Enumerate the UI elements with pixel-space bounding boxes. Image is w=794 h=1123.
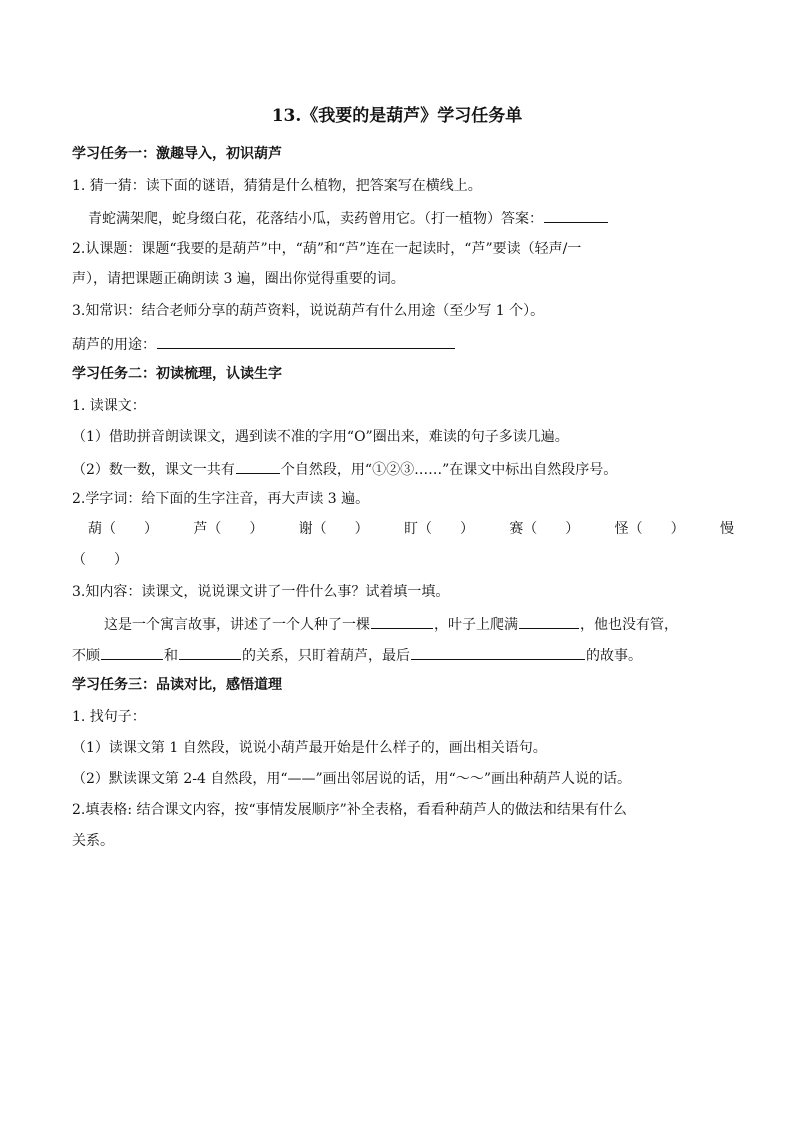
fill-blank-1[interactable]: [101, 644, 163, 660]
task2-question1-sub1: （1）借助拼音朗读课文，遇到读不准的字用“O”圈出来，难读的句子多读几遍。: [72, 429, 569, 445]
task3-question2-line2: 关系。: [72, 833, 114, 849]
char-item: 慢: [719, 521, 734, 537]
fill-blank-plant[interactable]: [371, 613, 433, 629]
gourd-use-label: 葫芦的用途：: [72, 337, 156, 353]
task3-question1-sub2: （2）默读课文第 2-4 自然段，用“——”画出邻居说的话，用“～～”画出种葫芦人说的话。: [72, 771, 631, 787]
last-char-paren: （ ）: [72, 552, 128, 568]
char-item: 葫（ ）: [88, 521, 158, 537]
task1-question3: 3.知常识：结合老师分享的葫芦资料，说说葫芦有什么用途（至少写 1 个）。: [72, 303, 545, 319]
fill-text-d: 不顾: [72, 648, 100, 664]
task3-question1-sub1: （1）读课文第 1 自然段，说说小葫芦最开始是什么样子的，画出相关语句。: [72, 740, 547, 756]
fill-text-g: 的故事。: [586, 648, 642, 664]
char-item: 怪（ ）: [614, 521, 685, 537]
char-item: 盯（ ）: [403, 521, 474, 537]
task1-riddle: [88, 207, 734, 229]
task1-question2-line2: 声），请把课题正确朗读 3 遍，圈出你觉得重要的词。: [72, 271, 405, 287]
task2-question1-sub2: [72, 458, 734, 480]
fill-blank-leaves[interactable]: [519, 613, 579, 629]
fill-blank-2[interactable]: [179, 644, 241, 660]
task1-question2-line1: 2.认课题：课题“我要的是葫芦”中，“葫”和“芦”连在一起读时，“芦”要读（轻声/一: [72, 241, 582, 257]
task2-heading: 学习任务二：初读梳理，认读生字: [72, 366, 282, 382]
task3-heading: 学习任务三：品读对比，感悟道理: [72, 677, 282, 693]
task1-heading: 学习任务一：激趣导入，初识葫芦: [72, 146, 282, 162]
fill-text-e: 和: [164, 648, 178, 664]
fill-text-a: 这是一个寓言故事，讲述了一个人种了一棵: [104, 617, 370, 633]
story-fill-line2: [72, 644, 734, 666]
fill-text-f: 的关系，只盯着葫芦，最后: [242, 648, 410, 664]
task2-question2: 2.学字词：给下面的生字注音，再大声读 3 遍。: [72, 491, 370, 507]
char-item: 赛（ ）: [509, 521, 580, 537]
sub2-text-b: 个自然段，用“①②③……”在课文中标出自然段序号。: [280, 462, 618, 478]
task2-question1: 1. 读课文：: [72, 398, 146, 414]
fill-blank-ending[interactable]: [411, 644, 585, 660]
gourd-use-row: [72, 333, 734, 355]
sub2-text-a: （2）数一数，课文一共有: [72, 462, 235, 478]
task3-question1: 1. 找句子：: [72, 709, 146, 725]
task2-question3: 3.知内容：读课文，说说课文讲了一件什么事？试着填一填。: [72, 584, 450, 600]
char-item: 谢（ ）: [298, 521, 369, 537]
char-item: 芦（ ）: [193, 521, 264, 537]
story-fill-line1: [104, 613, 734, 635]
page-title: 13.《我要的是葫芦》学习任务单: [271, 106, 523, 126]
answer-blank[interactable]: [544, 207, 608, 223]
task3-question2-line1: 2.填表格: 结合课文内容，按“事情发展顺序”补全表格，看看种葫芦人的做法和结果有什么: [72, 802, 627, 818]
fill-text-b: ，叶子上爬满: [434, 617, 518, 633]
pinyin-char-row: [88, 519, 734, 539]
fill-text-c: ，他也没有管，: [580, 617, 678, 633]
task1-question1: 1. 猜一猜：读下面的谜语，猜猜是什么植物，把答案写在横线上。: [72, 178, 482, 194]
paragraph-count-blank[interactable]: [236, 458, 280, 474]
riddle-text: 青蛇满架爬，蛇身缀白花，花落结小瓜，卖药曾用它。（打一植物）答案：: [88, 211, 543, 227]
gourd-use-blank[interactable]: [157, 333, 455, 349]
